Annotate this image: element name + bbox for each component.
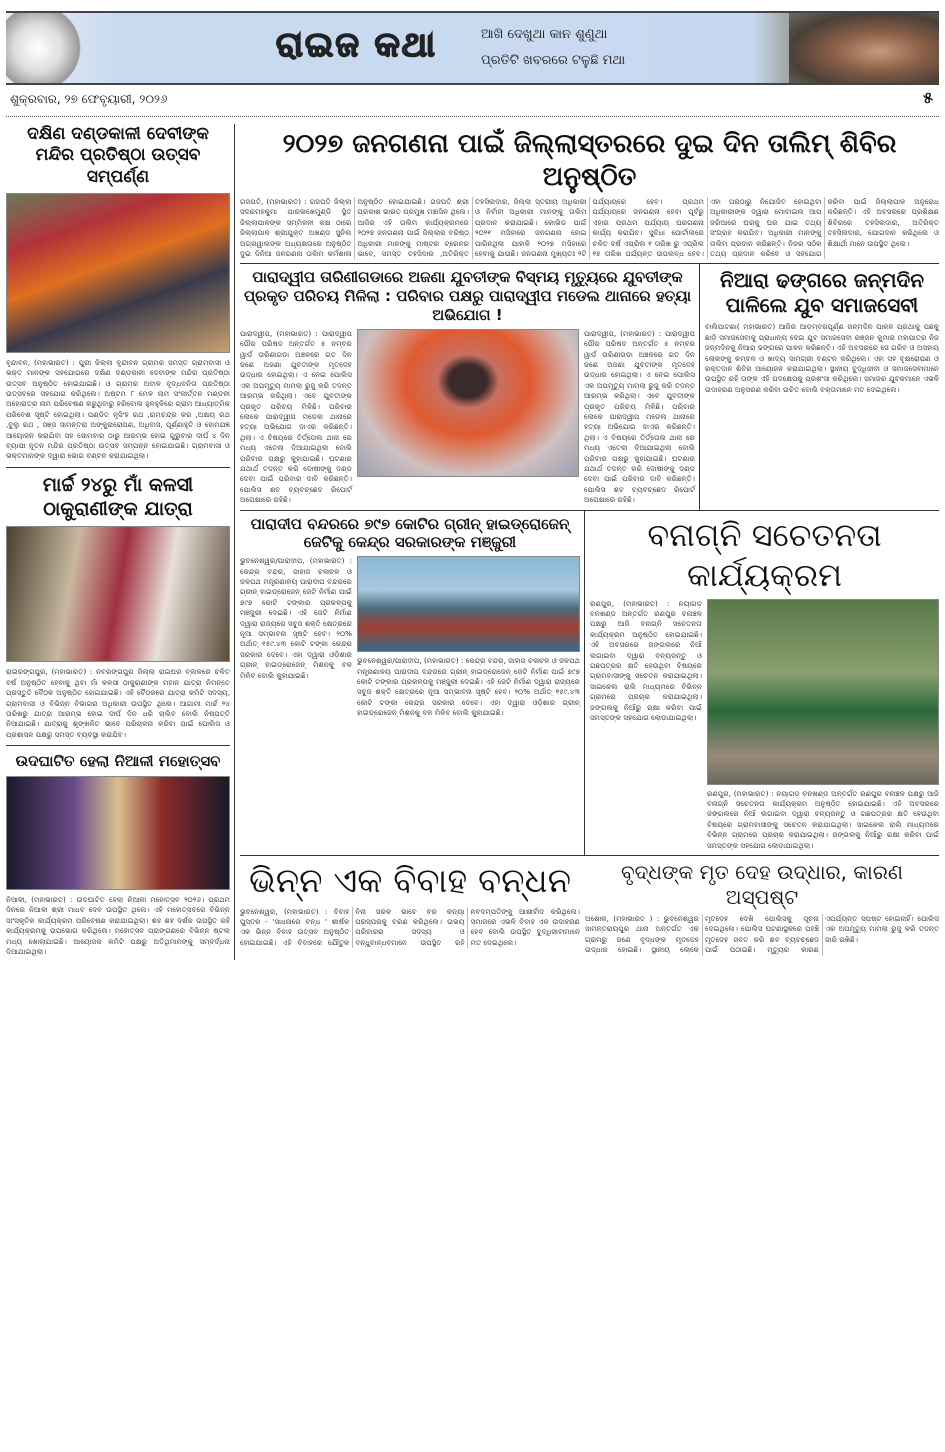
newspaper-title: ରାଇଜ କଥା <box>276 25 437 65</box>
row-2 <box>240 263 939 509</box>
main-column <box>240 124 939 960</box>
paradip-death-content <box>240 329 695 506</box>
cycle-rally-photo <box>707 599 939 785</box>
headline-paradip-death: ପାରାଦ୍ୱୀପ ତାରିଣୀଗଡାରେ ଅଜଣା ଯୁବତୀଙ୍କ ବିସ୍ମୟ ମୃତ୍ୟୁରେ ଯୁବତୀଙ୍କ ପ୍ରକୃତ ପରିଚୟ ମିଳିଲା : ପରିବାର ପକ୍ଷରୁ ପାରାଦ୍ୱୀପ ମଡେଲ ଥାନାରେ ହତ୍ୟା ଅଭିଯୋଗ ! <box>243 268 692 324</box>
issue-date: ଶୁକ୍ରବାର, ୨୭ ଫେବୃୟାରୀ, ୨୦୨୬ <box>10 92 168 106</box>
article-birthday <box>705 264 939 509</box>
article-body-kalasi: ରାଇରଙ୍ଗପୁର, (ମହାଭାରତ) : ନବରଙ୍ଗପୁର ଜିଲ୍ଲା ରାଇଘର ବ୍ଲକରେ ଚଳିତ ବର୍ଷ ଅନୁଷ୍ଠିତ ହେବାକୁ ଥିବା ମାଁ କଳସୀ ଠାକୁରାଣୀଙ୍କ ମହାନ ଯାତ୍ରା ନିମନ୍ତେ ପ୍ରସ୍ତୁତି ବୈଠକ ଅନୁଷ୍ଠିତ ହୋଇଯାଇଛି। ଏହି ବୈଠକରେ ଯାତ୍ରା କମିଟି ସଦସ୍ୟ, ଗ୍ରାମବାସୀ ଓ ବିଭିନ୍ନ ବିଭାଗର ଅଧିକାରୀ ଉପସ୍ଥିତ ଥିଲେ। ଆଗାମୀ ମାର୍ଚ୍ଚ ୨୪ ତାରିଖରୁ ଯାତ୍ରା ଆରମ୍ଭ ହୋଇ ଦୀର୍ଘ ଦିନ ଧରି ଚାଲିବ ବୋଲି ନିଷ୍ପତ୍ତି ନିଆଯାଇଛି। ଯାତ୍ରାକୁ ଶୃଙ୍ଖଳିତ ଭାବେ ପରିଚାଳନା କରିବା ପାଇଁ ପୋଲିସ ଓ ପ୍ରଶାସନ ପକ୍ଷରୁ ସମସ୍ତ ବ୍ୟବସ୍ଥା କରାଯିବ। <box>6 667 230 739</box>
article-body-found <box>585 856 939 960</box>
crying-child-photo <box>789 13 939 83</box>
headline-hydrogen: ପାରାଦୀପ ବନ୍ଦରରେ ୭୯୭ କୋଟିର ଗ୍ରୀନ୍ ହାଇଡ୍ରୋଜେନ୍ ଜେଟିକୁ କେନ୍ଦ୍ର ସରକାରଙ୍କ ମଞ୍ଜୁରୀ <box>250 514 570 552</box>
article-body-forest-fire: ରଣପୁର, (ମହାଭାରତ) : ନୟାଗଡ଼ ବନଖଣ୍ଡ ଅନ୍ତର୍ଗତ ରଣପୁର ବନାଞ୍ଚଳ ପକ୍ଷରୁ ଆଜି ବନାଗ୍ନି ସଚେତନତା କାର୍ଯ୍ୟକ୍ରମ ଅନୁଷ୍ଠିତ ହୋଇଯାଇଛି। ଏହି ଅବସରରେ ଜଙ୍ଗଲରେ ନିଆଁ ଲଗାଇବା ଦ୍ୱାରା ବନ୍ୟଜନ୍ତୁ ଓ ଗଛପତ୍ରର କ୍ଷତି ହେଉଥିବା ବିଷୟରେ ଗ୍ରାମବାସୀଙ୍କୁ ସଚେତନ କରାଯାଇଥିଲା। ସାଇକେଲ ରାଲି ମାଧ୍ୟମରେ ବିଭିନ୍ନ ଗ୍ରାମରେ ପ୍ରଚାର କରାଯାଇଥିଲା। ଜଙ୍ଗଲକୁ ନିଆଁରୁ ରକ୍ଷା କରିବା ପାଇଁ ସମସ୍ତଙ୍କ ସହଯୋଗ ଲୋଡ଼ାଯାଇଥିଲା। <box>590 598 702 723</box>
headline-forest-fire: ବନାଗ୍ନି ସଚେତନତା କାର୍ଯ୍ୟକ୍ରମ <box>647 515 882 594</box>
chained-fists-illustration <box>6 13 86 83</box>
article-forest-fire <box>590 511 939 855</box>
victim-photo <box>357 329 579 477</box>
article-body-paradip-death-cont: ପାରାଦ୍ୱୀପ, (ମହାଭାରତ) : ପାରାଦ୍ୱୀପ ପୌର ପରିଷଦ ଅନ୍ତର୍ଗତ ୫ ନମ୍ବର ୱାର୍ଡ ତାରିଣୀଗଡା ଅଞ୍ଚଳରେ ଗତ ଦିନ ଜଣେ ଅଜଣା ଯୁବତୀଙ୍କ ମୃତଦେହ ଉଦ୍ଧାର ହୋଇଥିଲା। ଏ ନେଇ ପୋଲିସ ଏକ ଅପମୃତ୍ୟୁ ମାମଲା ରୁଜୁ କରି ତଦନ୍ତ ଆରମ୍ଭ କରିଥିଲା। ଏବେ ଯୁବତୀଙ୍କ ପ୍ରକୃତ ପରିଚୟ ମିଳିଛି। ପରିବାର ଲୋକେ ପାରାଦ୍ୱୀପ ମଡେଲ ଥାନାରେ ହତ୍ୟା ଅଭିଯୋଗ ଦାଏର କରିଛନ୍ତି। ଥିଲା। ଏ ବିଷୟରେ ତିର୍ତ୍ତୋଲ ଥାନା ରେ ମଧ୍ୟ ଏତେଲା ଦିଆଯାଇଥିଲା ବୋଲି ପରିବାର ପକ୍ଷରୁ କୁହାଯାଇଛି। ଘଟଣାର ଯଥାର୍ଥ ତଦନ୍ତ କରି ଦୋଷୀଙ୍କୁ ଦଣ୍ଡ ଦେବା ପାଇଁ ପରିବାର ଦାବି କରିଛନ୍ତି। ପୋଲିସ ଶବ ବ୍ୟବଚ୍ଛେଦ ରିପୋର୍ଟ ଅପେକ୍ଷାରେ ରହିଛି। <box>584 328 695 505</box>
article-body-birthday: ବାଲିପାଟଣା( ମହାଭାରତ) ଆଜିର ଆଡ଼ମ୍ବରପୂର୍ଣ୍ଣ ଜନ୍ମଦିନ ପାଳନ ପ୍ରଥାକୁ ପଛକୁ ଛାଡ଼ି ସମାଜସେବାକୁ ପ୍ରାଧାନ୍ୟ ଦେଇ ଯୁବ ସମାଜସେବୀ ରଞ୍ଜନ କୁମାର ମହାପାତ୍ର ନିଜ ଜନ୍ମଦିନକୁ ନିଆରା ଢଙ୍ଗରେ ପାଳନ କରିଛନ୍ତି। ଏହି ଅବସରରେ ସେ ଗରିବ ଓ ଅସହାୟ ଲୋକଙ୍କୁ କମ୍ବଳ ଓ ଖାଦ୍ୟ ସାମଗ୍ରୀ ବଣ୍ଟନ କରିଥିଲେ। ଏହା ସହ ବୃକ୍ଷରୋପଣ ଓ ରକ୍ତଦାନ ଶିବିର ଆୟୋଜନ କରାଯାଇଥିଲା। ସ୍ଥାନୀୟ ବୁଦ୍ଧିଜୀବୀ ଓ ସମାଜସେବୀମାନେ ଉପସ୍ଥିତ ରହି ତାଙ୍କ ଏହି ପଦକ୍ଷେପକୁ ପ୍ରଶଂସା କରିଥିଲେ। ସମାଜର ଯୁବକମାନେ ଏଭଳି ଉଦାହରଣ ଅନୁସରଣ କରିବା ଉଚିତ ବୋଲି ବକ୍ତାମାନେ ମତ ଦେଇଥିଲେ। <box>705 322 939 394</box>
page-number: ୫ <box>923 88 933 107</box>
headline-census: ୨୦୨୭ ଜନଗଣନା ପାଇଁ ଜିଲ୍ଲାସ୍ତରରେ ଦୁଇ ଦିନ ତାଲିମ୍ ଶିବିର ଅନୁଷ୍ଠିତ <box>282 129 897 192</box>
festival-stage-photo <box>6 776 230 890</box>
divider <box>6 116 939 117</box>
article-body-hydrogen: ଭୁବନେଶ୍ୱର/ପାରାଦୀପ, (ମହାଭାରତ) : କେନ୍ଦ୍ର ବନ୍ଦର, ଜାହାଜ ଚଳାଚଳ ଓ ଜଳପଥ ମନ୍ତ୍ରଣାଳୟ ପାରାଦୀପ ବନ୍ଦରରେ ଗ୍ରୀନ୍ ହାଇଡ୍ରୋଜେନ୍ ଜେଟି ନିର୍ମାଣ ପାଇଁ ୭୯୭ କୋଟି ଟଙ୍କାର ପ୍ରକଳ୍ପକୁ ମଞ୍ଜୁରୀ ଦେଇଛି। ଏହି ଜେଟି ନିର୍ମାଣ ଦ୍ୱାରା ରାଜ୍ୟରେ ସବୁଜ ଶକ୍ତି କ୍ଷେତ୍ରରେ ନୂଆ ସମ୍ଭାବନା ସୃଷ୍ଟି ହେବ। ୨୦% ଅର୍ଥାତ୍ ୧୫୯.୪୩ କୋଟି ଟଙ୍କା କେନ୍ଦ୍ର ସରକାର ଦେବେ। ଏହା ଦ୍ୱାରା ଓଡ଼ିଶାର ଗ୍ରୀନ୍ ହାଇଡ୍ରୋଜେନ୍ ମିଶନକୁ ବଳ ମିଳିବ ବୋଲି କୁହାଯାଇଛି। <box>240 556 352 680</box>
article-body-temple: ବୃନ୍ଦାବନ, (ମହାଭାରତ) : ପୁରୀ ଜିଲ୍ଲା ବୃନ୍ଦାବନ ଗ୍ରାମର ସମସ୍ତ ଗ୍ରାମବାସୀ ଓ ଭକ୍ତ ମାନଙ୍କ ସହଯୋଗରେ ଦକ୍ଷିଣ ଦଣ୍ଡକାଳୀ ଦେବୀଙ୍କ ମନ୍ଦିର ପ୍ରତିଷ୍ଠା ଉତ୍ସବ ଅନୁଷ୍ଠିତ ହୋଇଯାଇଛି। ଓ ଗ୍ରାମର ଅବାଳ ବୃଦ୍ଧବନିତା ପ୍ରତିଷ୍ଠା ଉତ୍ସବରେ ସହଯୋଗ କରିଥିଲେ। ଅଷ୍ଟମ ୮ ମେଳ ନାମ ସଂକୀର୍ତ୍ତନ ମଣ୍ଡଳୀ ଅହୋରାତ୍ର ନାମ ପରିବେଷଣ କରୁଥିବାରୁ ହରିବୋଲ ହୁଳହୁଳିରେ ଗ୍ରାମ ଆଧ୍ୟାତ୍ମିକ ପରିବେଶ ସୃଷ୍ଟି ହୋଇଥିଲା। ପଣ୍ଡିତ ନୃସିଂହ ରଥ ,ରାମଚନ୍ଦ୍ର କର ,ଅକ୍ଷୟ ରଥ ,ବୁଲୁ ରଥ , ସଞ୍ଜ ସାମନ୍ତରା ଅଙ୍କୁରାରୋପଣ, ଅଧିବାସ, ପୂର୍ଣ୍ଣାହୁତି ଓ ହୋମଯଜ୍ଞ ଆୟୋଜନ କରାଯିବା ସହ ସୋମବାର ଠାରୁ ଆରମ୍ଭ ହୋଇ ଗୁରୁବାର ଦୀର୍ଘ ୪ ଦିନ ବ୍ୟାପୀ ନୂତନ ମନ୍ଦିର ପ୍ରତିଷ୍ଠା ଉତ୍ସବ ସମ୍ପନ୍ନ ହୋଇଯାଇଛି। ଗ୍ରାମବାସୀ ଓ ଭକ୍ତମାନଙ୍କ ଦ୍ୱାରା ଭୋଗ ବଣ୍ଟନ କରାଯାଇଥିଲା। <box>6 357 230 461</box>
article-paradip-death <box>240 264 700 509</box>
masthead-banner <box>6 11 939 85</box>
article-body-niali: ନିଆଳୀ, (ମହାଭାରତ) : ଉଦଘାଟିତ ହେଲା ନିଆଳୀ ମହୋତ୍ସବ ୨୦୨୬। ପ୍ରଥମ ଦିନରେ ନିଆଳୀ ଶ୍ରୀ ମାଧବ ଦେବ ଉପସ୍ଥିତ ଥିଲେ। ଏହି ମହୋତ୍ସବରେ ବିଭିନ୍ନ ସାଂସ୍କୃତିକ କାର୍ଯ୍ୟକ୍ରମ ପରିବେଷଣ କରାଯାଇଥିଲା। ଶହ ଶହ ଦର୍ଶକ ଉପସ୍ଥିତ ରହି କାର୍ଯ୍ୟକ୍ରମକୁ ଉପଭୋଗ କରିଥିଲେ। ମହୋତ୍ସବ ପ୍ରାଙ୍ଗଣରେ ବିଭିନ୍ନ ଷ୍ଟଲ ମଧ୍ୟ ଖୋଲାଯାଇଛି। ଆୟୋଜକ କମିଟି ପକ୍ଷରୁ ଅତିଥିମାନଙ୍କୁ ସମ୍ବର୍ଦ୍ଧନା ଦିଆଯାଇଥିଲା। <box>6 894 230 956</box>
article-census <box>240 124 939 263</box>
row-3 <box>240 510 939 855</box>
left-column <box>6 124 235 960</box>
article-body-marriage: ଭୁବନେଶ୍ୱର, (ମହାଭାରତ) : ବିବାହ ପୁସ୍ତକ - 'ସାଧନାରେ ବନ୍ଧ ' ଶୀର୍ଷକ ଏକ ଭିନ୍ନ ବିବାହ ଉତ୍ସବ ଅନୁଷ୍ଠିତ ହୋଇଯାଇଛି। ଏହି ବିବାହରେ ଯୌତୁକ ବିନା ସରଳ ଭାବେ ବର କନ୍ୟା ପରସ୍ପରକୁ ବରଣ କରିଥିଲେ। ଉଭୟ ପରିବାରର ସଦସ୍ୟ ଓ ବନ୍ଧୁବାନ୍ଧବମାନେ ଉପସ୍ଥିତ ରହି ନବଦମ୍ପତିଙ୍କୁ ଆଶୀର୍ବାଦ କରିଥିଲେ। ସମାଜରେ ଏଭଳି ବିବାହ ଏକ ଉଦାହରଣ ହେବ ବୋଲି ଉପସ୍ଥିତ ବୁଦ୍ଧିଜୀବୀମାନେ ମତ ଦେଇଥିଲେ। <box>240 906 580 947</box>
tagline-1: ଆଖି ଦେଖୁଥା କାନ ଶୁଣୁଥା <box>481 27 608 42</box>
headline-birthday: ନିଆରା ଢଙ୍ଗରେ ଜନ୍ମଦିନ ପାଳିଲେ ଯୁବ ସମାଜସେବୀ <box>719 268 924 318</box>
article-body-body-found: ଅଶୋକ, (ମହାଭାରତ ) : ଭୁବନେଶ୍ୱର ସାମନ୍ତରାୟପୁର ଥାନା ଅନ୍ତର୍ଗତ ଏକ ଗ୍ରାମରୁ ଜଣେ ବୃଦ୍ଧଙ୍କ ମୃତଦେହ ଉଦ୍ଧାର ହୋଇଛି। ସ୍ଥାନୀୟ ଲୋକେ ମୃତଦେହ ଦେଖି ପୋଲିସକୁ ସୂଚନା ଦେଇଥିଲେ। ପୋଲିସ ଘଟଣାସ୍ଥଳରେ ପହଞ୍ଚି ମୃତଦେହ ଜବତ କରି ଶବ ବ୍ୟବଚ୍ଛେଦ ପାଇଁ ପଠାଇଛି। ମୃତ୍ୟୁର କାରଣ ଏପର୍ଯ୍ୟନ୍ତ ସ୍ପଷ୍ଟ ହୋଇନାହିଁ। ପୋଲିସ ଏକ ଅପମୃତ୍ୟୁ ମାମଲା ରୁଜୁ କରି ତଦନ୍ତ ଜାରି ରଖିଛି। <box>585 914 939 955</box>
headline-marriage: ଭିନ୍ନ ଏକ ବିବାହ ବନ୍ଧନ <box>248 861 572 902</box>
page-content <box>6 124 939 960</box>
article-hydrogen <box>240 511 585 855</box>
hydrogen-right <box>357 556 580 718</box>
forest-fire-right <box>707 599 939 851</box>
article-body-forest-fire-cont: ରଣପୁର, (ମହାଭାରତ) : ନୟାଗଡ଼ ବନଖଣ୍ଡ ଅନ୍ତର୍ଗତ ରଣପୁର ବନାଞ୍ଚଳ ପକ୍ଷରୁ ଆଜି ବନାଗ୍ନି ସଚେତନତା କାର୍ଯ୍ୟକ୍ରମ ଅନୁଷ୍ଠିତ ହୋଇଯାଇଛି। ଏହି ଅବସରରେ ଜଙ୍ଗଲରେ ନିଆଁ ଲଗାଇବା ଦ୍ୱାରା ବନ୍ୟଜନ୍ତୁ ଓ ଗଛପତ୍ରର କ୍ଷତି ହେଉଥିବା ବିଷୟରେ ଗ୍ରାମବାସୀଙ୍କୁ ସଚେତନ କରାଯାଇଥିଲା। ସାଇକେଲ ରାଲି ମାଧ୍ୟମରେ ବିଭିନ୍ନ ଗ୍ରାମରେ ପ୍ରଚାର କରାଯାଇଥିଲା। ଜଙ୍ଗଲକୁ ନିଆଁରୁ ରକ୍ଷା କରିବା ପାଇଁ ସମସ୍ତଙ୍କ ସହଯୋଗ ଲୋଡ଼ାଯାଇଥିଲା। <box>707 788 939 850</box>
row-4 <box>240 855 939 960</box>
article-body-census: ଗଜପତି, (ମହାଭାରତ) : ଗଜପତି ଜିଲ୍ଲା ସଦରମହକୁମା ପାରଳାଖେମୁଣ୍ଡି ସ୍ଥିତ ଜିଲ୍ଲାପାଳଙ୍କ ସମ୍ମିଳନୀ କକ୍ଷ ଠାରେ ଜିଲ୍ଲାପାଳ ଶ୍ରୀଯୁକ୍ତ ଅଖଣ୍ଡ ସୁନିଲ ଅଗ୍ରୱାଲଙ୍କ ଅଧ୍ୟକ୍ଷତାରେ ଅନୁଷ୍ଠିତ ଦୁଇ ଦିନିଆ ଜନଗଣନା ତାଲିମ କର୍ମଶାଳା ଅନୁଷ୍ଠିତ ହୋଇଯାଇଛି। ଗଜପତି ଶ୍ରୀ ପ୍ରକାଶ ଭାରତ ପ୍ରମୁଖ ମଞ୍ଚାସିନ ଥିଲେ। ଆଜିର ଏହି ତାଲିମ କାର୍ଯ୍ୟକ୍ରମରେ ୨୦୨୭ ଜନଗଣନା ପାଇଁ ଜିଲ୍ଲାର ବରିଷ୍ଠ ଅଧିକାରୀ ମାନଙ୍କୁ ମାଷ୍ଟର ଟ୍ରେନର ଭାବେ, ସମସ୍ତ ତହସିଦାର ,ଅତିରିକ୍ତ ତହସିଲଦାର, ଜିଲ୍ଲା ସ୍ତରୀୟ ଅଧିକାରୀ ଓ ନିର୍ବାହୀ ଅଧିକାରୀ ମାନଙ୍କୁ ତାଲିମ ପ୍ରଦାନ କରାଯାଇଛି। କୋଭିଡ ପାଇଁ ୨୦୨୧ ମସିହାରେ ଜନଗଣନା ହୋଇ ପାରିନଥିଲା ଯାହାକି ୨୦୨୭ ମସିହାରେ ହେବାକୁ ଯାଉଛି। ଜନଗଣନା ମୁଖ୍ୟତଃ ୨ଟି ପର୍ଯ୍ୟାୟରେ ହେବ। ପ୍ରଥମ ପର୍ଯ୍ୟାୟରେ ଜନଗଣନା ହେବା ପୂର୍ବରୁ ଏହାର ପ୍ରଥମ ପର୍ଯ୍ୟାୟ ଘରଗଣନା କାର୍ଯ୍ୟ କରାଯିବ। ସୁବିଧା ପୋର୍ଟାଲରେ ଚଳିତ ବର୍ଷ ଏପ୍ରିଲ ୧ ତାରିଖ ରୁ ଏପ୍ରିଲ ୧୫ ତାରିଖ ପର୍ଯ୍ୟନ୍ତ ଉପଲବ୍ଧ ହେବ। ଏହା ପରଠାରୁ ନିଯୋଜିତ ହୋଇଥିବା ଅଧିକାରୀଙ୍କ ଦ୍ୱାରା ମୋବାଇଲ ଆପ ଜରିଆରେ ଘରକୁ ଘର ଯାଇ ତଥ୍ୟ ସଂଗ୍ରହ କରାଯିବ। ଅଧିକାରୀ ମାନଙ୍କୁ ତାଲିମ ପ୍ରଦାନ କରିଛନ୍ତି। ନିଜର ସଠିକ ତଥ୍ୟ ପ୍ରଦାନ କରିବେ ଓ ସହଯୋଗ କରିବା ପାଇଁ ଜିଲ୍ଲାପାଳ ଅନୁରୋଧ କରିଛନ୍ତି। ଏହି ଅବସରରେ ପ୍ରଶିକ୍ଷଣ ଶିବିରରେ ତହସିଲଦାର, ଅତିରିକ୍ତ ତହସିଲଦାର, ଯୋଗଦାନ କରିଥିଲେ ଓ ଶିକ୍ଷାର୍ଥୀ ମାନେ ଉପସ୍ଥିତ ଥିଲେ। <box>240 197 939 259</box>
meeting-photo <box>6 526 230 662</box>
headline-temple: ଦକ୍ଷିଣ ଦଣ୍ଡକାଳୀ ଦେବୀଙ୍କ ମନ୍ଦିର ପ୍ରତିଷ୍ଠା ଉତ୍ସବ ସମ୍ପର୍ଣ୍ଣ <box>27 124 209 187</box>
article-marriage <box>240 856 580 960</box>
port-aerial-photo <box>357 556 580 652</box>
headline-kalasi: ମାର୍ଚ୍ଚ ୨୪ରୁ ମାଁ କଳସୀ ଠାକୁରାଣୀଙ୍କ ଯାତ୍ରା <box>6 467 230 522</box>
forest-fire-content <box>590 599 939 851</box>
tagline-2: ପ୍ରତିଟି ଖବରରେ ଟଳୁଛି ମଥା <box>481 53 626 68</box>
headline-niali: ଉଦଘାଟିତ ହେଲା ନିଆଳୀ ମହୋତ୍ସବ <box>6 745 230 771</box>
article-body-paradip-death: ପାରାଦ୍ୱୀପ, (ମହାଭାରତ) : ପାରାଦ୍ୱୀପ ପୌର ପରିଷଦ ଅନ୍ତର୍ଗତ ୫ ନମ୍ବର ୱାର୍ଡ ତାରିଣୀଗଡା ଅଞ୍ଚଳରେ ଗତ ଦିନ ଜଣେ ଅଜଣା ଯୁବତୀଙ୍କ ମୃତଦେହ ଉଦ୍ଧାର ହୋଇଥିଲା। ଏ ନେଇ ପୋଲିସ ଏକ ଅପମୃତ୍ୟୁ ମାମଲା ରୁଜୁ କରି ତଦନ୍ତ ଆରମ୍ଭ କରିଥିଲା। ଏବେ ଯୁବତୀଙ୍କ ପ୍ରକୃତ ପରିଚୟ ମିଳିଛି। ପରିବାର ଲୋକେ ପାରାଦ୍ୱୀପ ମଡେଲ ଥାନାରେ ହତ୍ୟା ଅଭିଯୋଗ ଦାଏର କରିଛନ୍ତି। ଥିଲା। ଏ ବିଷୟରେ ତିର୍ତ୍ତୋଲ ଥାନା ରେ ମଧ୍ୟ ଏତେଲା ଦିଆଯାଇଥିଲା ବୋଲି ପରିବାର ପକ୍ଷରୁ କୁହାଯାଇଛି। ଘଟଣାର ଯଥାର୍ଥ ତଦନ୍ତ କରି ଦୋଷୀଙ୍କୁ ଦଣ୍ଡ ଦେବା ପାଇଁ ପରିବାର ଦାବି କରିଛନ୍ତି। ପୋଲିସ ଶବ ବ୍ୟବଚ୍ଛେଦ ରିପୋର୍ଟ ଅପେକ୍ଷାରେ ରହିଛି। <box>240 328 352 505</box>
temple-festival-photo <box>6 193 230 353</box>
hydrogen-content <box>240 556 580 718</box>
article-body-hydrogen-cont: ଭୁବନେଶ୍ୱର/ପାରାଦୀପ, (ମହାଭାରତ) : କେନ୍ଦ୍ର ବନ୍ଦର, ଜାହାଜ ଚଳାଚଳ ଓ ଜଳପଥ ମନ୍ତ୍ରଣାଳୟ ପାରାଦୀପ ବନ୍ଦରରେ ଗ୍ରୀନ୍ ହାଇଡ୍ରୋଜେନ୍ ଜେଟି ନିର୍ମାଣ ପାଇଁ ୭୯୭ କୋଟି ଟଙ୍କାର ପ୍ରକଳ୍ପକୁ ମଞ୍ଜୁରୀ ଦେଇଛି। ଏହି ଜେଟି ନିର୍ମାଣ ଦ୍ୱାରା ରାଜ୍ୟରେ ସବୁଜ ଶକ୍ତି କ୍ଷେତ୍ରରେ ନୂଆ ସମ୍ଭାବନା ସୃଷ୍ଟି ହେବ। ୨୦% ଅର୍ଥାତ୍ ୧୫୯.୪୩ କୋଟି ଟଙ୍କା କେନ୍ଦ୍ର ସରକାର ଦେବେ। ଏହା ଦ୍ୱାରା ଓଡ଼ିଶାର ଗ୍ରୀନ୍ ହାଇଡ୍ରୋଜେନ୍ ମିଶନକୁ ବଳ ମିଳିବ ବୋଲି କୁହାଯାଇଛି। <box>357 656 580 718</box>
headline-body-found: ବୃଦ୍ଧଙ୍କ ମୃତ ଦେହ ଉଦ୍ଧାର, କାରଣ ଅସ୍ପଷ୍ଟ <box>620 860 904 910</box>
